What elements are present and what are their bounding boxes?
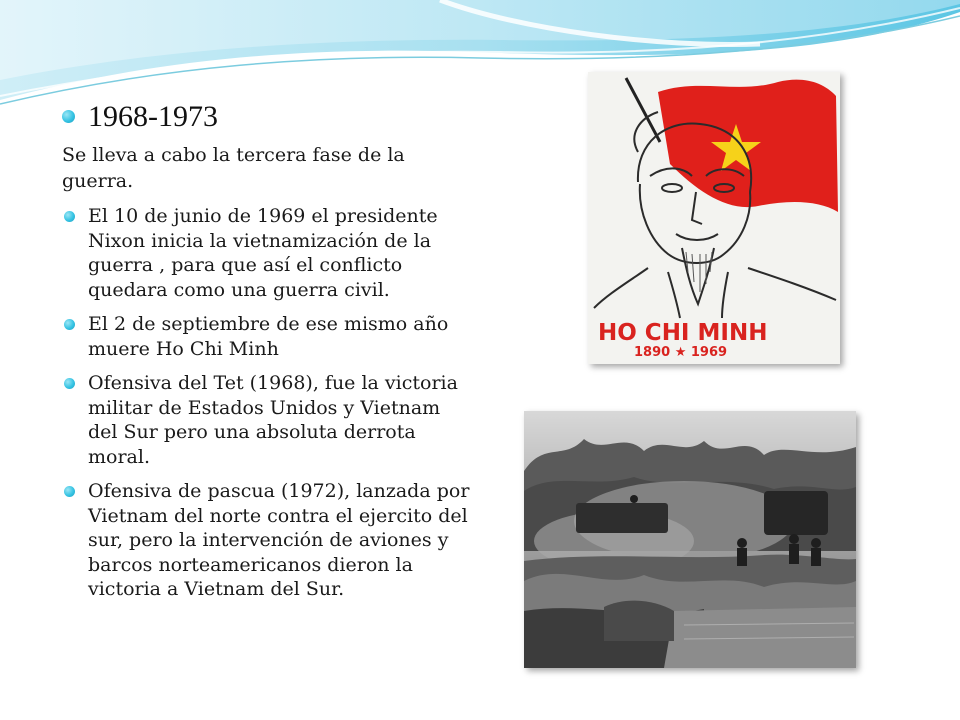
bullet-text: El 10 de junio de 1969 el presidente Nixon inicia la vietnamización de la guerra , para que así el conflicto quedara como una guerra civil. [88,205,438,301]
bullet-item [62,371,472,469]
intro-text: Se lleva a cabo la tercera fase de la guerra. [62,144,405,192]
ho-chi-minh-poster-image [588,72,840,364]
slide-text-area [62,100,472,612]
war-scene-illustration [524,411,856,668]
bullet-dot-icon [64,486,75,497]
bullet-text: Ofensiva de pascua (1972), lanzada por Vietnam del norte contra el ejercito del sur, pero la intervención de aviones y barcos norteamericanos dieron la victoria a Vietnam del Sur. [88,480,470,600]
bullet-dot-icon [64,319,75,330]
poster-years-label: 1890 ★ 1969 [634,345,728,360]
heading-bullet-item [62,100,472,134]
bullet-dot-icon [64,378,75,389]
poster-name-label: HO CHI MINH [598,320,768,346]
slide-heading: 1968-1973 [88,100,218,133]
bullet-item [62,204,472,302]
war-photograph-image [524,411,856,668]
bullet-text: Ofensiva del Tet (1968), fue la victoria militar de Estados Unidos y Vietnam del Sur pero una absoluta derrota moral. [88,372,458,468]
bullet-dot-icon [62,110,75,123]
bullet-item [62,312,472,361]
bullet-dot-icon [64,211,75,222]
bullet-item [62,479,472,602]
bullet-text: El 2 de septiembre de ese mismo año muere Ho Chi Minh [88,313,449,360]
